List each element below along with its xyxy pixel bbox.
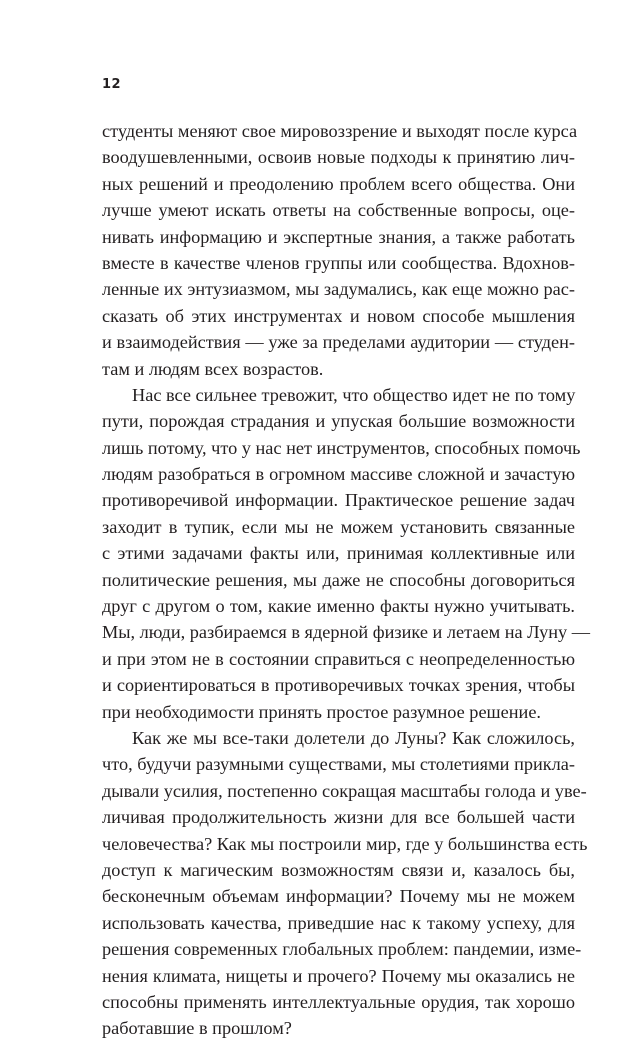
text-line: воодушевленными, освоив новые подходы к принятию лич- xyxy=(102,147,575,168)
text-line: ных решений и преодолению проблем всего общества. Они xyxy=(102,173,575,194)
text-line: с этими задачами факты или, принимая коллективные или xyxy=(102,543,575,564)
text-line: работавшие в прошлом? xyxy=(102,1018,292,1039)
text-line: ленные их энтузиазмом, мы задумались, как еще можно рас- xyxy=(102,279,575,300)
paragraph-3 xyxy=(102,725,588,1042)
text-line: там и людям всех возрастов. xyxy=(102,358,324,379)
text-line: Как же мы все-таки долетели до Луны? Как сложилось, xyxy=(132,727,575,748)
text-line: что, будучи разумными существами, мы столетиями прикла- xyxy=(102,754,575,775)
text-line: дывали усилия, постепенно сокращая масштабы голода и уве- xyxy=(102,780,587,801)
text-line: Нас все сильнее тревожит, что общество идет не по тому xyxy=(132,384,576,405)
text-line: лучше умеют искать ответы на собственные вопросы, оце- xyxy=(102,200,575,221)
text-line: и сориентироваться в противоречивых точках зрения, чтобы xyxy=(102,675,575,696)
text-line: и взаимодействия — уже за пределами аудитории — студен- xyxy=(102,332,575,353)
text-line: решения современных глобальных проблем: пандемии, изме- xyxy=(102,939,582,960)
text-line: при необходимости принять простое разумное решение. xyxy=(102,701,541,722)
paragraph-2 xyxy=(102,382,591,725)
body-text xyxy=(102,118,591,1042)
text-line: друг с другом о том, какие именно факты нужно учитывать. xyxy=(102,596,575,617)
paragraph-1 xyxy=(102,118,578,382)
text-line: нивать информацию и экспертные знания, а также работать xyxy=(102,226,575,247)
text-line: противоречивой информации. Практическое решение задач xyxy=(102,490,575,511)
text-line: использовать качества, приведшие нас к такому успеху, для xyxy=(102,912,575,933)
text-line: Мы, люди, разбираемся в ядерной физике и летаем на Луну — xyxy=(102,622,591,643)
text-line: студенты меняют свое мировоззрение и выходят после курса xyxy=(102,121,578,141)
text-line: политические решения, мы даже не способны договориться xyxy=(102,569,575,590)
text-line: пути, порождая страдания и упуская большие возможности xyxy=(102,411,575,432)
text-line: людям разобраться в огромном массиве сложной и зачастую xyxy=(102,464,575,485)
text-line: сказать об этих инструментах и новом способе мышления xyxy=(102,305,575,326)
text-line: доступ к магическим возможностям связи и, казалось бы, xyxy=(102,859,575,880)
text-line: нения климата, нищеты и прочего? Почему мы оказались не xyxy=(102,965,575,986)
text-line: личивая продолжительность жизни для все большей части xyxy=(102,807,575,828)
text-line: и при этом не в состоянии справиться с неопределенностью xyxy=(102,648,575,669)
page-number: 12 xyxy=(102,77,122,92)
text-line: человечества? Как мы построили мир, где у большинства есть xyxy=(102,833,588,854)
text-line: способны применять интеллектуальные орудия, так хорошо xyxy=(102,991,575,1012)
text-line: лишь потому, что у нас нет инструментов, способных помочь xyxy=(102,437,581,458)
text-line: заходит в тупик, если мы не можем установить связанные xyxy=(102,516,575,537)
text-line: бесконечным объемам информации? Почему мы не можем xyxy=(102,886,575,907)
text-line: вместе в качестве членов группы или сообщества. Вдохнов- xyxy=(102,252,575,273)
